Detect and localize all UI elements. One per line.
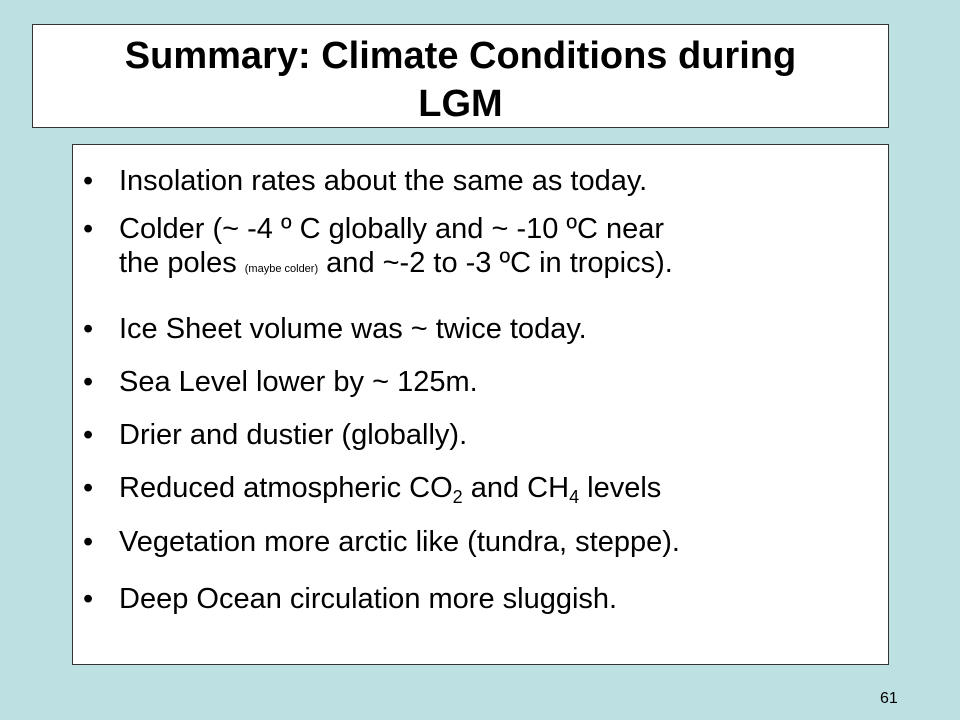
slide-title-line-1: Summary: Climate Conditions during (124, 35, 797, 77)
bullet-text-line-2-b: and ~-2 to -3 ºC in tropics). (318, 247, 673, 279)
bullet-text (119, 212, 868, 286)
bullet-text: Insolation rates about the same as today. (119, 165, 648, 197)
page-number: 61 (880, 690, 898, 707)
bullet-point-icon: • (83, 313, 94, 345)
bullet-text (119, 471, 868, 505)
subscript-ch4: 4 (569, 487, 580, 507)
bullet-point-icon: • (83, 213, 94, 245)
bullet-point-icon: • (83, 366, 94, 398)
bullet-text-part-a: Reduced atmospheric CO (119, 472, 453, 504)
bullet-point-icon: • (83, 526, 94, 558)
bullet-point-icon: • (83, 583, 94, 615)
bullet-text: Deep Ocean circulation more sluggish. (119, 583, 618, 615)
bullet-text-part-b: and CH (462, 472, 570, 504)
slide-title (32, 24, 889, 128)
bullet-text-line-2-a: the poles (119, 247, 245, 279)
bullet-text-part-c: levels (579, 472, 662, 504)
bullet-text: Drier and dustier (globally). (119, 419, 468, 451)
bullet-text-small-note: (maybe colder) (244, 263, 319, 275)
bullet-text: Sea Level lower by ~ 125m. (119, 366, 478, 398)
bullet-point-icon: • (83, 419, 94, 451)
bullet-text: Vegetation more arctic like (tundra, steppe). (119, 526, 680, 558)
bullet-point-icon: • (83, 472, 94, 504)
bullet-text-line-1: Colder (~ -4 º C globally and ~ -10 ºC near (119, 213, 665, 245)
bullet-text: Ice Sheet volume was ~ twice today. (119, 313, 587, 345)
bullet-point-icon: • (83, 165, 94, 197)
subscript-co2: 2 (452, 487, 463, 507)
slide-content-box (72, 144, 889, 665)
slide-title-line-2: LGM (418, 83, 503, 125)
